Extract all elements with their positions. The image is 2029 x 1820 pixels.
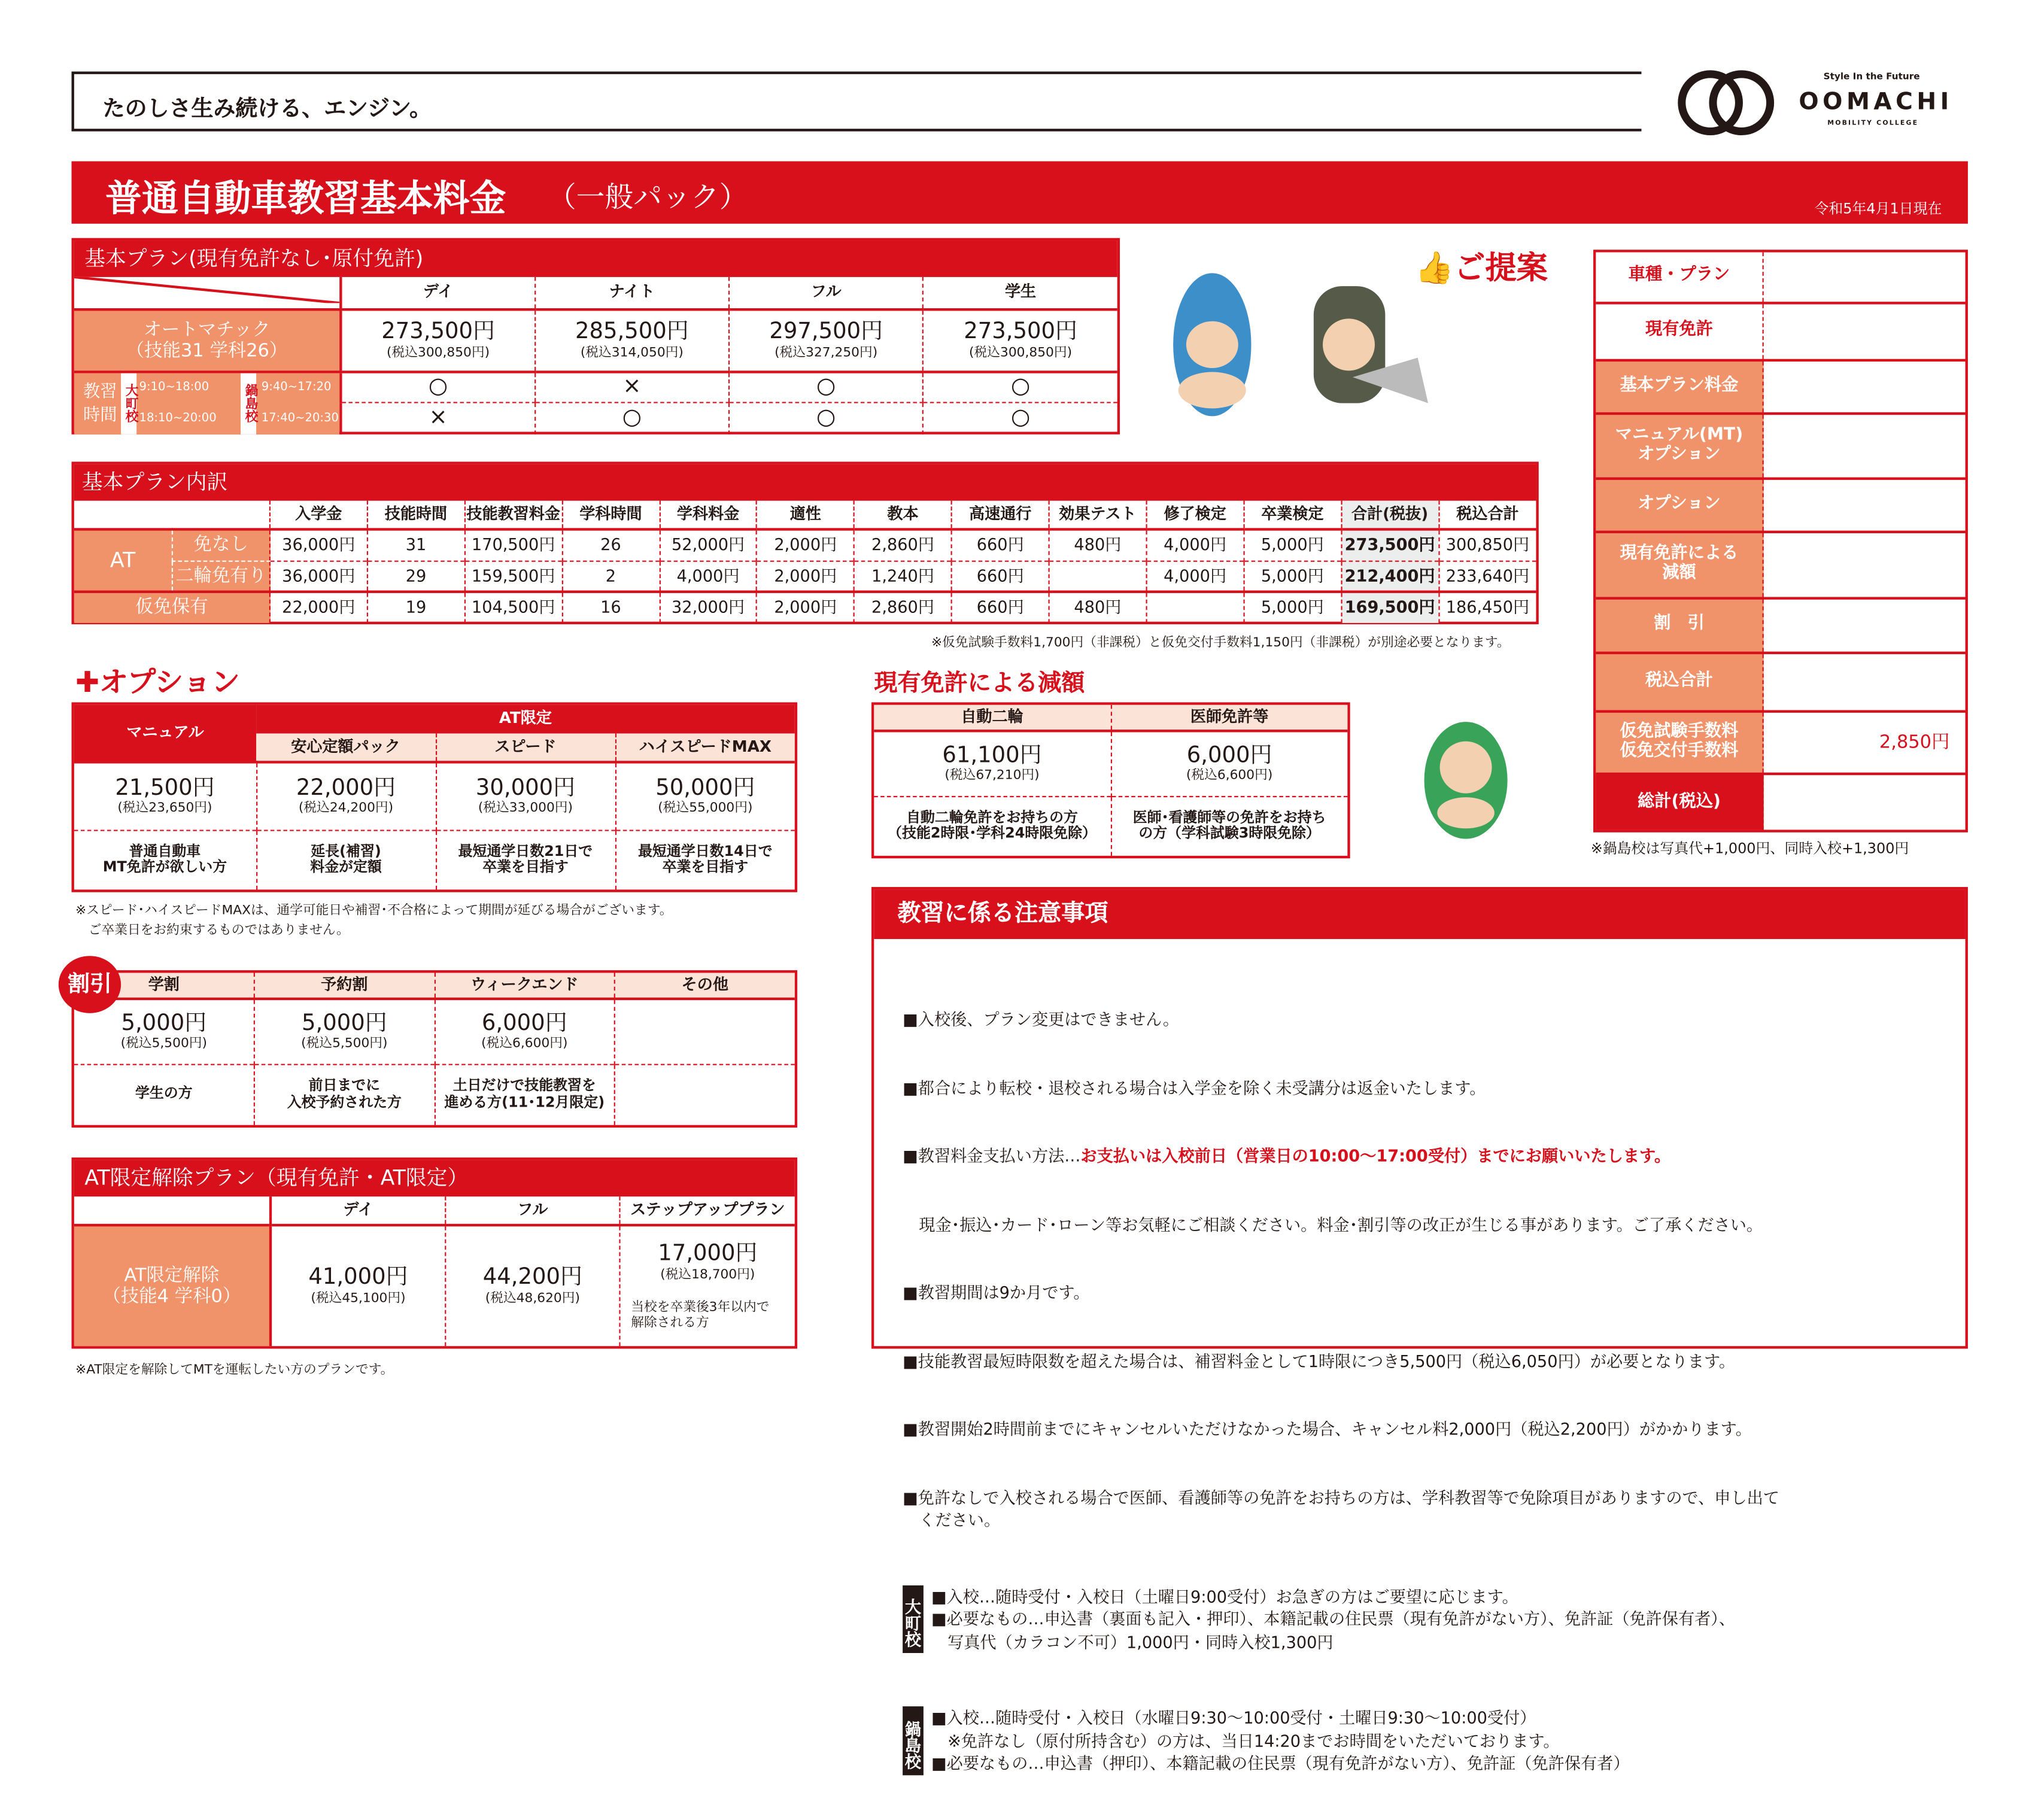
cell: 4,000円 <box>660 561 757 592</box>
col-day: デイ <box>271 1196 445 1225</box>
price: 41,000円 <box>308 1265 408 1291</box>
price-taxed: (税込5,500円) <box>120 1037 207 1052</box>
row-label: 免なし <box>172 529 270 560</box>
cell: 186,450円 <box>1438 592 1536 623</box>
summary-row-label: 基本プラン料金 <box>1596 360 1763 413</box>
description: 医師･看護師等の免許をお持ち の方（学科試験3時限免除） <box>1111 796 1348 856</box>
option-title-text: オプション <box>99 667 240 700</box>
proposal-label <box>1415 242 1547 287</box>
description <box>615 1064 795 1125</box>
cell: 36,000円 <box>270 529 367 560</box>
col-speed: スピード <box>436 734 615 762</box>
summary-value-field[interactable]: 2,850円 <box>1763 711 1966 774</box>
breakdown-title: 基本プラン内訳 <box>74 464 1536 501</box>
notice-item: ■教習期間は9か月です。 <box>903 1282 1090 1302</box>
col-header: 高速通行 <box>952 501 1049 530</box>
description: 学生の方 <box>135 1085 193 1102</box>
price: 61,100円 <box>942 742 1042 768</box>
cell: 159,500円 <box>464 561 562 592</box>
school-nabeshima-label: 鍋島校 <box>903 1706 924 1775</box>
col-header: 入学金 <box>270 501 367 530</box>
description: 最短通学日数21日で 卒業を目指す <box>436 830 615 889</box>
row-label-automatic: オートマチック <box>143 319 271 341</box>
price-taxed: (税込314,050円) <box>580 345 684 360</box>
at-release-title: AT限定解除プラン（現有免許・AT限定） <box>74 1160 795 1196</box>
col-header: 修了検定 <box>1146 501 1244 530</box>
cell: 660円 <box>952 529 1049 560</box>
price-taxed: (税込24,200円) <box>298 801 394 816</box>
summary-value-field[interactable] <box>1763 302 1966 360</box>
summary-value-field[interactable] <box>1763 532 1966 598</box>
school-nabeshima: 鍋島校 <box>241 373 256 434</box>
proposal-text: ご提案 <box>1454 250 1548 287</box>
price-taxed: (税込67,210円) <box>944 768 1040 783</box>
col-header: 学割 <box>148 974 180 993</box>
summary-value-field[interactable] <box>1763 413 1966 479</box>
cell: 660円 <box>952 561 1049 592</box>
corner <box>74 501 270 530</box>
summary-value-field[interactable] <box>1763 360 1966 413</box>
cell: 4,000円 <box>1146 529 1244 560</box>
notice-item: ■必要なもの…申込書（裏面も記入・押印）、本籍記載の住民票（現有免許がない方）、免許証（免許保有者）、 写真代（カラコン不可）1,000円・同時入校1,300円 <box>931 1609 1736 1651</box>
at-release-note: ※AT限定を解除してMTを運転したい方のプランです。 <box>75 1363 394 1378</box>
price: 285,500円 <box>575 318 689 345</box>
summary-row-label: 現有免許による 減額 <box>1596 532 1763 598</box>
price: 6,000円 <box>1186 742 1272 768</box>
thumbs-up-icon: 👍 <box>1415 250 1454 287</box>
mascot-characters <box>1132 234 1444 449</box>
price-taxed: (税込45,100円) <box>311 1291 406 1306</box>
price: 22,000円 <box>296 774 396 801</box>
cell: 212,400円 <box>1341 561 1439 592</box>
cell: 2,000円 <box>757 561 854 592</box>
col-manual: マニュアル <box>74 705 256 762</box>
col-medical: 医師免許等 <box>1111 705 1348 731</box>
cell: 22,000円 <box>270 592 367 623</box>
col-at-only: AT限定 <box>256 705 795 734</box>
col-day: デイ <box>341 277 534 309</box>
availability-mark: × <box>341 403 534 434</box>
price: 44,200円 <box>482 1265 582 1291</box>
price-taxed: (税込18,700円) <box>660 1267 755 1282</box>
price-taxed: (税込23,650円) <box>117 801 212 816</box>
cell: 273,500円 <box>1341 529 1439 560</box>
row-sub: （技能31 学科26） <box>126 340 288 361</box>
col-header: 学科料金 <box>660 501 757 530</box>
col-header: 学科時間 <box>562 501 660 530</box>
price-taxed: (税込48,620円) <box>485 1291 580 1306</box>
col-night: ナイト <box>535 277 729 309</box>
summary-value-field[interactable] <box>1763 774 1966 830</box>
summary-value-field[interactable] <box>1763 253 1966 303</box>
col-high-speed: ハイスピードMAX <box>615 734 795 762</box>
availability-mark: × <box>535 372 729 403</box>
time-label: 教習時間 <box>83 382 117 425</box>
description: 最短通学日数14日で 卒業を目指す <box>615 830 795 889</box>
option-title <box>75 661 240 701</box>
price-taxed: (税込6,600円) <box>1186 768 1273 783</box>
cell: 2,860円 <box>854 529 952 560</box>
description: 前日までに 入校予約された方 <box>254 1064 435 1125</box>
col-header: 税込合計 <box>1438 501 1536 530</box>
cell: 660円 <box>952 592 1049 623</box>
notice-item: ■技能教習最短時限数を超えた場合は、補習料金として1時限につき5,500円（税込6,050円）が必要となります。 <box>903 1350 1736 1371</box>
cell: 2,860円 <box>854 592 952 623</box>
price: 21,500円 <box>115 774 215 801</box>
col-header: ウィークエンド <box>435 973 615 998</box>
price: 17,000円 <box>658 1241 758 1267</box>
price-taxed: (税込55,000円) <box>658 801 753 816</box>
reduction-table <box>871 702 1350 858</box>
breakdown-note: ※仮免試験手数料1,700円（非課税）と仮免交付手数料1,150円（非課税）が別途必要となります。 <box>931 636 1510 651</box>
col-header: 技能時間 <box>367 501 465 530</box>
col-header: 適性 <box>757 501 854 530</box>
logo-name: OOMACHI <box>1799 88 1953 116</box>
col-full: フル <box>729 277 923 309</box>
col-full: フル <box>445 1196 620 1225</box>
option-table <box>72 702 798 892</box>
tagline: たのしさ生み続ける、エンジン。 <box>102 96 432 123</box>
price-taxed: (税込300,850円) <box>969 345 1073 360</box>
time: 17:40~20:30 <box>261 412 339 425</box>
cell: 36,000円 <box>270 561 367 592</box>
cell: 2,000円 <box>757 529 854 560</box>
col-student: 学生 <box>923 277 1117 309</box>
logo <box>1674 68 1973 138</box>
row-label: 二輪免有り <box>172 561 270 592</box>
step-note: 当校を卒業後3年以内で 解除される方 <box>631 1301 770 1330</box>
at-label: AT <box>74 529 172 591</box>
date-label: 令和5年4月1日現在 <box>1814 200 1942 217</box>
at-release-table <box>72 1157 798 1348</box>
availability-mark: ○ <box>729 403 923 434</box>
summary-value-field[interactable] <box>1763 598 1966 653</box>
basic-plan-table <box>72 238 1120 435</box>
summary-row-label: 割 引 <box>1596 598 1763 653</box>
discount-table <box>72 970 798 1128</box>
availability-mark: ○ <box>923 372 1117 403</box>
col-header: 予約割 <box>254 973 435 998</box>
notice-title: 教習に係る注意事項 <box>874 889 1965 939</box>
logo-slogan: Style In the Future <box>1823 71 1920 82</box>
summary-note: ※鍋島校は写真代+1,000円、同時入校+1,300円 <box>1590 840 1909 858</box>
col-header: 技能教習料金 <box>464 501 562 530</box>
col-motorcycle: 自動二輪 <box>961 707 1023 725</box>
cell: 1,240円 <box>854 561 952 592</box>
cell: 300,850円 <box>1438 529 1536 560</box>
availability-mark: ○ <box>923 403 1117 434</box>
notice-item: ■入校後、プラン変更はできません。 <box>903 1009 1180 1029</box>
summary-row-label: 仮免試験手数料 仮免交付手数料 <box>1596 711 1763 774</box>
cell: 2,000円 <box>757 592 854 623</box>
time: 9:10~18:00 <box>139 380 209 394</box>
description: 土日だけで技能教習を 進める方(11･12月限定) <box>435 1064 615 1125</box>
cell: 233,640円 <box>1438 561 1536 592</box>
notice-item: ■免許なしで入校される場合で医師、看護師等の免許をお持ちの方は、学科教習等で免除項目がありますので、申し出て ください。 <box>903 1487 1779 1530</box>
col-header: 卒業検定 <box>1244 501 1341 530</box>
col-header: その他 <box>615 973 795 998</box>
cell: 2 <box>562 561 660 592</box>
price: 273,500円 <box>381 318 495 345</box>
time: 18:10~20:00 <box>139 412 217 425</box>
page-title: 普通自動車教習基本料金 <box>105 177 506 220</box>
col-header: 合計(税抜) <box>1341 501 1439 530</box>
basic-plan-title: 基本プラン(現有免許なし･原付免許) <box>74 241 1117 277</box>
summary-table <box>1593 250 1968 832</box>
reduction-title: 現有免許による減額 <box>874 670 1085 697</box>
summary-row-label: オプション <box>1596 479 1763 531</box>
school-omachi: 大町校 <box>121 373 136 434</box>
at-release-sub: （技能4 学科0） <box>102 1286 241 1307</box>
cell: 4,000円 <box>1146 561 1244 592</box>
summary-row-label: 車種・プラン <box>1596 253 1763 303</box>
cell: 169,500円 <box>1341 592 1439 623</box>
price: 5,000円 <box>121 1010 207 1037</box>
logo-sub: MOBILITY COLLEGE <box>1827 119 1919 127</box>
cell: 16 <box>562 592 660 623</box>
cell: 170,500円 <box>464 529 562 560</box>
price: 30,000円 <box>475 774 576 801</box>
price-taxed: (税込33,000円) <box>478 801 573 816</box>
description: 自動二輪免許をお持ちの方 （技能2時限･学科24時限免除） <box>888 808 1096 842</box>
price: 5,000円 <box>301 1010 387 1037</box>
cell: 5,000円 <box>1244 592 1341 623</box>
cell <box>1049 561 1147 592</box>
tagline-bar <box>72 72 1642 132</box>
cell: 31 <box>367 529 465 560</box>
cell: 29 <box>367 561 465 592</box>
cell: 26 <box>562 529 660 560</box>
at-release-label: AT限定解除 <box>124 1265 220 1286</box>
col-header: 効果テスト <box>1049 501 1147 530</box>
notice-item: ■都合により転校・退校される場合は入学金を除く未受講分は返金いたします。 <box>903 1077 1486 1098</box>
summary-row-label: マニュアル(MT) オプション <box>1596 413 1763 479</box>
cell: 104,500円 <box>464 592 562 623</box>
page-subtitle: （一般パック） <box>547 182 748 215</box>
description: 普通自動車 MT免許が欲しい方 <box>102 842 227 876</box>
discount-badge: 割引 <box>59 956 121 1013</box>
notice-item: ■入校…随時受付・入校日（水曜日9:30～10:00受付・土曜日9:30～10:00受付） ※免許なし（原付所持含む）の方は、当日14:20までお時間をいただいております。 <box>931 1707 1560 1750</box>
price-taxed: (税込327,250円) <box>774 345 878 360</box>
school-omachi-label: 大町校 <box>903 1585 924 1653</box>
price-taxed: (税込5,500円) <box>301 1037 388 1052</box>
cell: 5,000円 <box>1244 561 1341 592</box>
availability-mark: ○ <box>729 372 923 403</box>
summary-row-label: 税込合計 <box>1596 653 1763 711</box>
plus-icon: ✚ <box>75 667 100 700</box>
notice-item: ■入校…随時受付・入校日（土曜日9:00受付）お急ぎの方はご要望に応じます。 <box>931 1586 1518 1606</box>
cell: 19 <box>367 592 465 623</box>
cell: 480円 <box>1049 529 1147 560</box>
notice-box <box>871 887 1968 1773</box>
title-bar <box>72 161 1968 223</box>
summary-row-label: 現有免許 <box>1596 302 1763 360</box>
notice-item: ■必要なもの…申込書（押印）、本籍記載の住民票（現有免許がない方）、免許証（免許保有者） <box>931 1753 1630 1773</box>
price-taxed: (税込6,600円) <box>481 1037 568 1052</box>
description: 延長(補習) 料金が定額 <box>256 830 436 889</box>
price-taxed: (税込300,850円) <box>387 345 490 360</box>
price: 6,000円 <box>481 1010 567 1037</box>
cell: 5,000円 <box>1244 529 1341 560</box>
mascot-green <box>1395 709 1551 852</box>
cell: 480円 <box>1049 592 1147 623</box>
price: 273,500円 <box>964 318 1077 345</box>
option-note: ※スピード･ハイスピードMAXは、通学可能日や補習･不合格によって期間が延びる場合がございます。 ご卒業日をお約束するものではありません。 <box>75 904 673 938</box>
summary-value-field[interactable] <box>1763 653 1966 711</box>
row-label: 仮免保有 <box>74 592 270 623</box>
availability-mark: ○ <box>535 403 729 434</box>
logo-rings-icon <box>1674 68 1781 138</box>
summary-value-field[interactable] <box>1763 479 1966 531</box>
diagonal-line <box>74 277 339 303</box>
time: 9:40~17:20 <box>261 380 332 394</box>
col-fixed-pack: 安心定額パック <box>291 737 400 755</box>
cell: 32,000円 <box>660 592 757 623</box>
cell: 52,000円 <box>660 529 757 560</box>
price: 297,500円 <box>769 318 883 345</box>
availability-mark: ○ <box>341 372 534 403</box>
cell <box>1146 592 1244 623</box>
breakdown-table <box>72 461 1539 624</box>
notice-item: ■教習料金支払い方法… <box>903 1146 1081 1166</box>
col-stepup: ステップアッププラン <box>620 1196 795 1225</box>
notice-item: 現金･振込･カード･ローン等お気軽にご相談ください。料金･割引等の改正が生じる事があります。ご了承ください。 <box>903 1214 1763 1234</box>
notice-item: ■教習開始2時間前までにキャンセルいただけなかった場合、キャンセル料2,000円（税込2,200円）がかかります。 <box>903 1418 1752 1439</box>
col-header: 教本 <box>854 501 952 530</box>
notice-payment-deadline: お支払いは入校前日（営業日の10:00～17:00受付）までにお願いいたします。 <box>1080 1146 1671 1166</box>
price: 50,000円 <box>655 774 755 801</box>
summary-row-label: 総計(税込) <box>1596 774 1763 830</box>
